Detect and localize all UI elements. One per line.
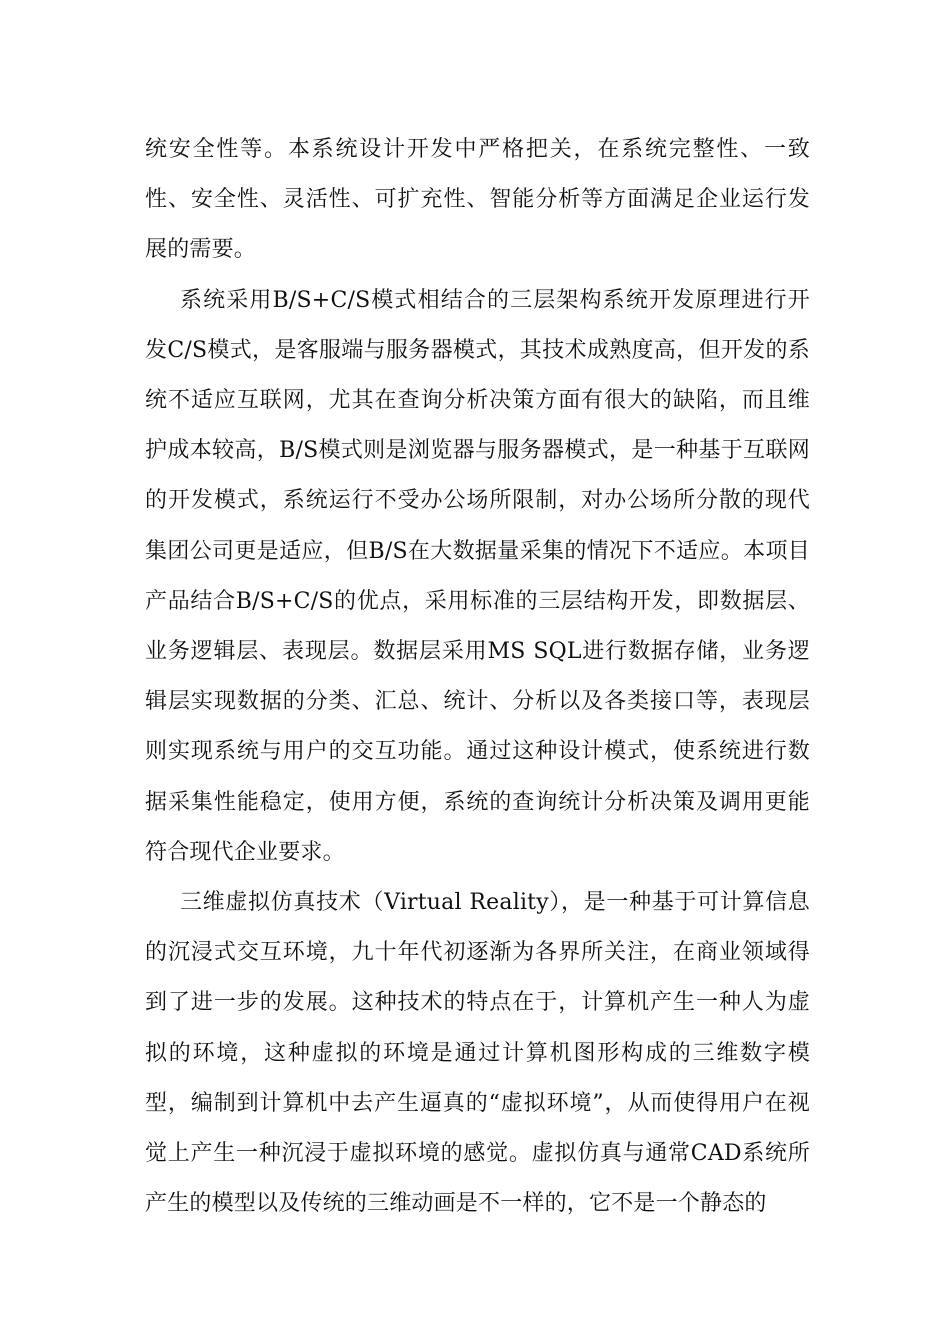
paragraph-architecture: 系统采用B/S+C/S模式相结合的三层架构系统开发原理进行开发C/S模式，是客服端与服务器模式，其技术成熟度高，但开发的系统不适应互联网，尤其在查询分析决策方面有很大的缺陷，而且维护成本较高，B/S模式则是浏览器与服务器模式，是一种基于互联网的开发模式，系统运行不受办公场所限制，对办公场所分散的现代集团公司更是适应，但B/S在大数据量采集的情况下不适应。本项目产品结合B/S+C/S的优点，采用标准的三层结构开发，即数据层、业务逻辑层、表现层。数据层采用MS SQL进行数据存储，业务逻辑层实现数据的分类、汇总、统计、分析以及各类接口等，表现层则实现系统与用户的交互功能。通过这种设计模式，使系统进行数据采集性能稳定，使用方便，系统的查询统计分析决策及调用更能符合现代企业要求。	[145, 287, 810, 865]
paragraph-continuation: 统安全性等。本系统设计开发中严格把关，在系统完整性、一致性、安全性、灵活性、可扩充性、智能分析等方面满足企业运行发展的需要。	[145, 137, 810, 263]
body-text	[145, 125, 810, 1229]
paragraph-virtual-reality: 三维虚拟仿真技术（Virtual Reality），是一种基于可计算信息的沉浸式交互环境，九十年代初逐渐为各界所关注，在商业领域得到了进一步的发展。这种技术的特点在于，计算机产生一种人为虚拟的环境，这种虚拟的环境是通过计算机图形构成的三维数字模型，编制到计算机中去产生逼真的“虚拟环境”，从而使得用户在视觉上产生一种沉浸于虚拟环境的感觉。虚拟仿真与通常CAD系统所产生的模型以及传统的三维动画是不一样的，它不是一个静态的	[145, 890, 810, 1217]
